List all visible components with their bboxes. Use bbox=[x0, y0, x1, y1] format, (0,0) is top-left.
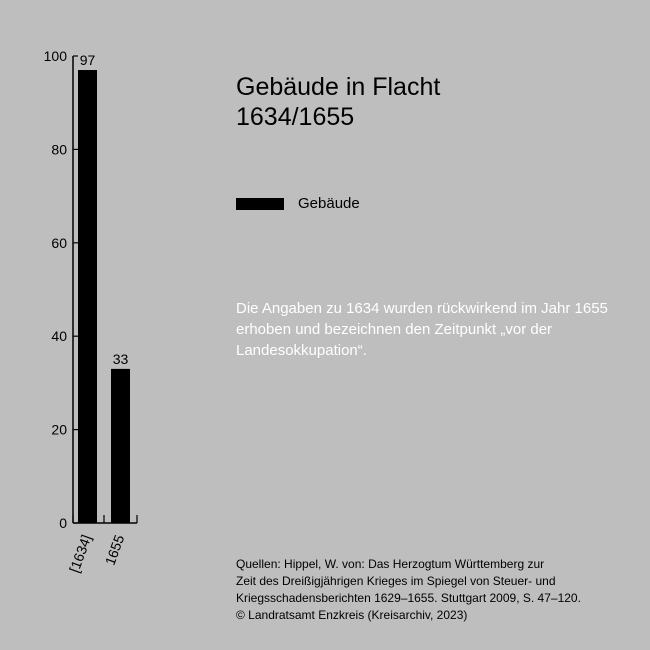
legend bbox=[236, 195, 360, 212]
y-tick-label: 0 bbox=[59, 515, 67, 531]
y-tick-label: 100 bbox=[43, 48, 67, 64]
bar bbox=[111, 369, 130, 523]
legend-swatch bbox=[236, 198, 284, 210]
y-tick-label: 20 bbox=[51, 421, 67, 438]
legend-label: Gebäude bbox=[298, 195, 360, 212]
y-tick-label: 60 bbox=[51, 234, 67, 251]
sources-line-3: Kriegsschadensberichten 1629–1655. Stuttgart 2009, S. 47–120. bbox=[236, 591, 581, 605]
y-tick-label: 40 bbox=[51, 328, 67, 345]
sources-line-2: Zeit des Dreißigjährigen Krieges im Spiegel von Steuer- und bbox=[236, 574, 556, 588]
sources-citation bbox=[236, 556, 636, 624]
data-label: 33 bbox=[112, 350, 129, 367]
bar-chart bbox=[0, 0, 230, 650]
chart-title bbox=[236, 72, 440, 132]
x-tick-label: [1634] bbox=[65, 532, 95, 575]
data-label: 97 bbox=[79, 52, 96, 69]
bar bbox=[78, 70, 97, 523]
sources-line-4: © Landratsamt Enzkreis (Kreisarchiv, 2023) bbox=[236, 608, 468, 622]
title-line-1: Gebäude in Flacht bbox=[236, 73, 441, 101]
sources-line-1: Quellen: Hippel, W. von: Das Herzogtum Württemberg zur bbox=[236, 557, 545, 571]
title-line-2: 1634/1655 bbox=[236, 103, 355, 131]
y-tick-label: 80 bbox=[51, 141, 67, 158]
x-tick-label: 1655 bbox=[101, 532, 128, 568]
chart-note: Die Angaben zu 1634 wurden rückwirkend im Jahr 1655 erhoben und bezeichnen den Zeitpunkt „vor der Landesokkupation“. bbox=[236, 300, 608, 359]
